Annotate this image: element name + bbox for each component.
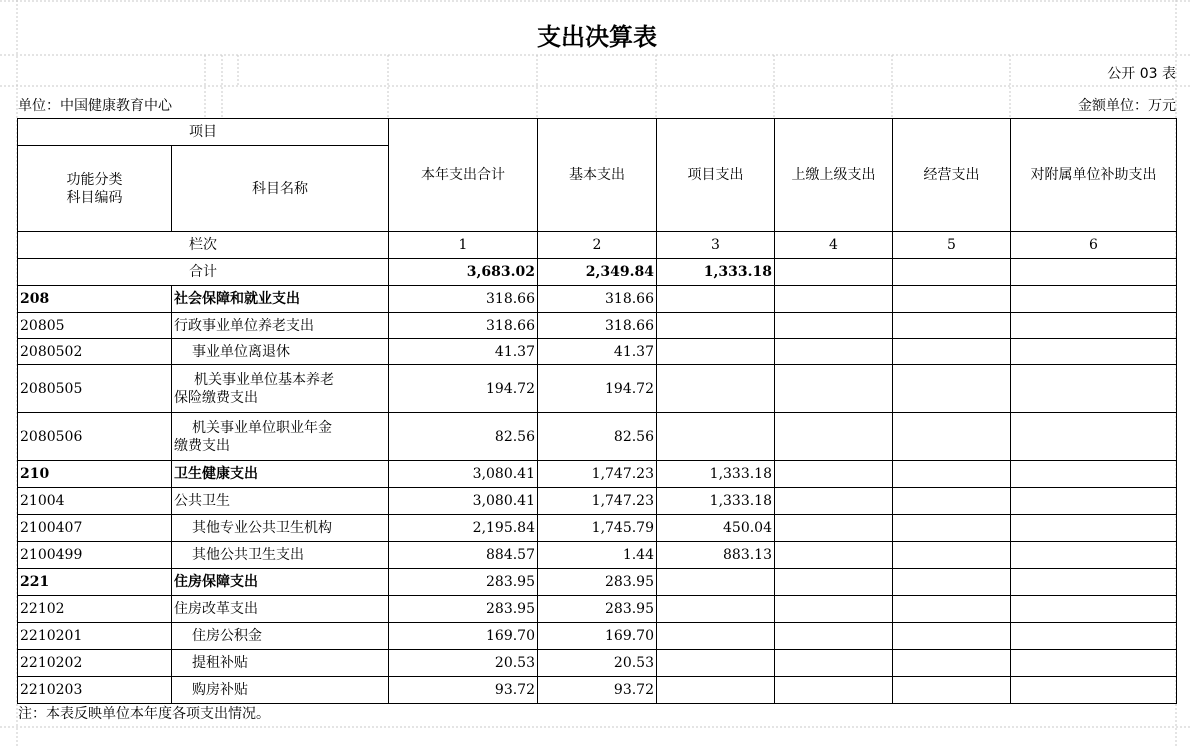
row-code: 2210202	[18, 650, 172, 677]
row-name-line2: 缴费支出	[174, 437, 230, 454]
row-name: 住房改革支出	[172, 596, 389, 623]
table-row	[18, 677, 1177, 704]
header-subsidy: 对附属单位补助支出	[1011, 119, 1177, 232]
row-basic: 283.95	[538, 596, 657, 623]
header-project: 项目	[18, 119, 389, 146]
row-total: 2,195.84	[389, 515, 538, 542]
sum-label: 合计	[18, 259, 389, 286]
row-name: 社会保障和就业支出	[172, 286, 389, 313]
table-row	[18, 542, 1177, 569]
unit-label: 单位：中国健康教育中心	[18, 98, 172, 114]
sum-basic: 2,349.84	[538, 259, 657, 286]
table-row	[18, 623, 1177, 650]
row-name-line1: 机关事业单位基本养老	[194, 371, 334, 388]
row-name: 购房补贴	[172, 677, 389, 704]
row-name: 住房公积金	[172, 623, 389, 650]
table-row	[18, 650, 1177, 677]
table-row	[18, 515, 1177, 542]
table-row	[18, 286, 1177, 313]
row-project	[657, 623, 775, 650]
row-label: 栏次	[18, 232, 389, 259]
money-unit-label: 金额单位：万元	[1078, 98, 1176, 114]
col-num: 2	[538, 232, 657, 259]
page-title: 支出决算表	[537, 22, 657, 51]
row-basic: 93.72	[538, 677, 657, 704]
row-code: 2080502	[18, 339, 172, 365]
row-basic: 169.70	[538, 623, 657, 650]
table-row	[18, 413, 1177, 461]
row-code: 208	[18, 286, 172, 313]
header-func-code: 功能分类 科目编码	[18, 146, 172, 232]
row-name: 住房保障支出	[172, 569, 389, 596]
col-num: 5	[893, 232, 1011, 259]
row-basic: 1,745.79	[538, 515, 657, 542]
table-row	[18, 488, 1177, 515]
row-basic: 41.37	[538, 339, 657, 365]
row-total: 283.95	[389, 569, 538, 596]
row-total: 194.72	[389, 365, 538, 413]
row-total: 169.70	[389, 623, 538, 650]
row-total: 20.53	[389, 650, 538, 677]
row-basic: 20.53	[538, 650, 657, 677]
row-basic: 1,747.23	[538, 488, 657, 515]
row-code: 22102	[18, 596, 172, 623]
row-project	[657, 413, 775, 461]
row-code: 210	[18, 461, 172, 488]
row-project	[657, 313, 775, 339]
row-total: 41.37	[389, 339, 538, 365]
row-basic: 194.72	[538, 365, 657, 413]
header-project-expenditure: 项目支出	[657, 119, 775, 232]
row-name: 其他公共卫生支出	[172, 542, 389, 569]
row-total: 884.57	[389, 542, 538, 569]
col-num: 3	[657, 232, 775, 259]
row-basic: 283.95	[538, 569, 657, 596]
sum-total: 3,683.02	[389, 259, 538, 286]
table-row	[18, 461, 1177, 488]
row-name-line1: 机关事业单位职业年金	[192, 419, 332, 436]
header-upper-remit: 上缴上级支出	[775, 119, 893, 232]
row-total: 318.66	[389, 313, 538, 339]
row-name: 其他专业公共卫生机构	[172, 515, 389, 542]
row-basic: 1,747.23	[538, 461, 657, 488]
row-name-line2: 保险缴费支出	[174, 389, 258, 406]
row-name: 提租补贴	[172, 650, 389, 677]
row-total: 93.72	[389, 677, 538, 704]
table-row	[18, 569, 1177, 596]
table-row	[18, 339, 1177, 365]
row-project	[657, 677, 775, 704]
row-code: 21004	[18, 488, 172, 515]
row-total: 82.56	[389, 413, 538, 461]
row-code: 2080506	[18, 413, 172, 461]
row-total: 283.95	[389, 596, 538, 623]
row-basic: 318.66	[538, 286, 657, 313]
table-row	[18, 313, 1177, 339]
col-num: 4	[775, 232, 893, 259]
row-basic: 82.56	[538, 413, 657, 461]
header-basic: 基本支出	[538, 119, 657, 232]
header-total: 本年支出合计	[389, 119, 538, 232]
row-code: 20805	[18, 313, 172, 339]
expenditure-table	[17, 118, 1177, 704]
row-name	[172, 365, 389, 413]
row-basic: 318.66	[538, 313, 657, 339]
row-name: 卫生健康支出	[172, 461, 389, 488]
sum-row	[18, 259, 1177, 286]
row-project	[657, 650, 775, 677]
row-code: 2080505	[18, 365, 172, 413]
table-row	[18, 596, 1177, 623]
row-code: 2210201	[18, 623, 172, 650]
row-code: 2100407	[18, 515, 172, 542]
row-total: 3,080.41	[389, 488, 538, 515]
row-project	[657, 596, 775, 623]
col-num: 1	[389, 232, 538, 259]
row-basic: 1.44	[538, 542, 657, 569]
form-number: 公开 03 表	[1107, 66, 1176, 82]
row-total: 318.66	[389, 286, 538, 313]
row-code: 221	[18, 569, 172, 596]
header-business: 经营支出	[893, 119, 1011, 232]
row-total: 3,080.41	[389, 461, 538, 488]
row-project: 1,333.18	[657, 488, 775, 515]
row-code: 2210203	[18, 677, 172, 704]
header-subject-name: 科目名称	[172, 146, 389, 232]
row-project	[657, 286, 775, 313]
col-num: 6	[1011, 232, 1177, 259]
row-project: 1,333.18	[657, 461, 775, 488]
row-project: 883.13	[657, 542, 775, 569]
row-name: 行政事业单位养老支出	[172, 313, 389, 339]
row-name	[172, 413, 389, 461]
row-project	[657, 339, 775, 365]
row-project	[657, 569, 775, 596]
sum-project: 1,333.18	[657, 259, 775, 286]
row-code: 2100499	[18, 542, 172, 569]
table-row	[18, 365, 1177, 413]
footnote: 注：本表反映单位本年度各项支出情况。	[18, 706, 270, 722]
row-project: 450.04	[657, 515, 775, 542]
row-name: 事业单位离退休	[172, 339, 389, 365]
row-project	[657, 365, 775, 413]
row-name: 公共卫生	[172, 488, 389, 515]
